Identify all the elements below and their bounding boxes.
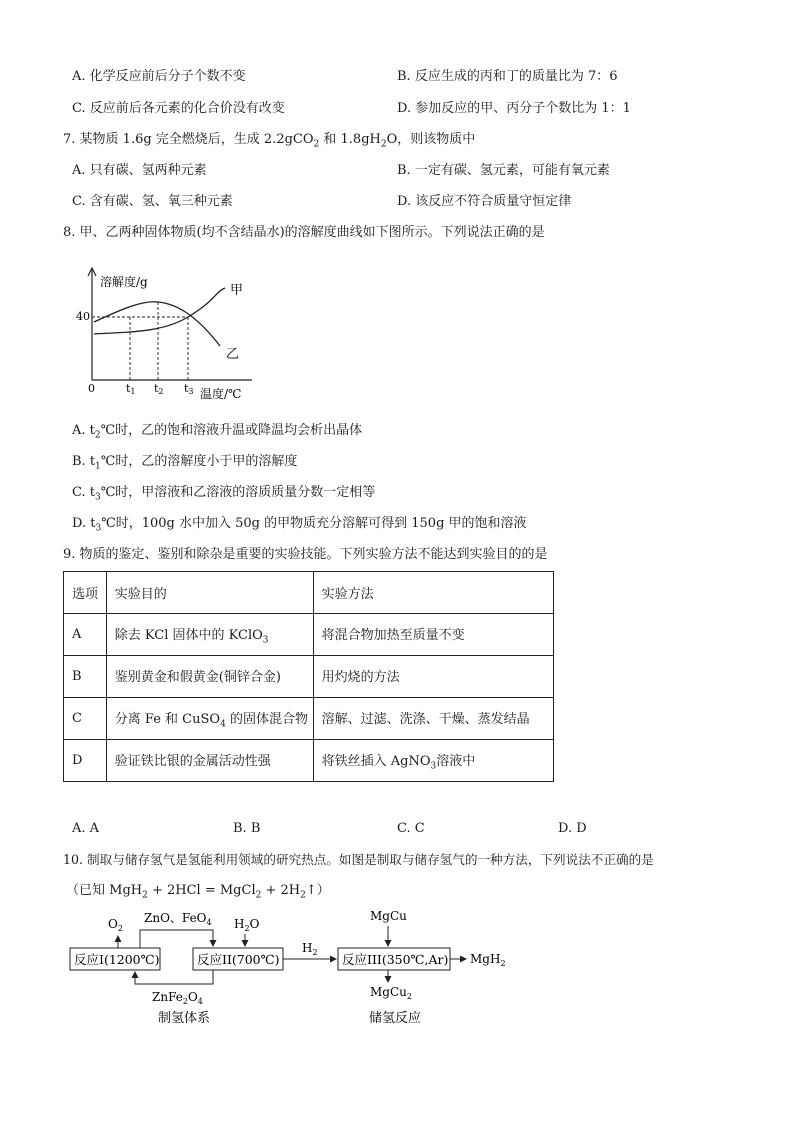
caption-hydrogen-storage: 储氢反应: [369, 1011, 422, 1026]
row-purpose: 分离 Fe 和 CuSO$_4$ 的固体混合物: [106, 698, 313, 740]
box-reaction-2-label: 反应II(700℃): [197, 952, 280, 967]
row-option: A: [64, 614, 107, 656]
hydrogen-process-diagram: [60, 906, 540, 1030]
tick-t1: t1: [126, 382, 136, 396]
table-row: [64, 656, 554, 698]
q9-answer-c: C. C: [397, 821, 425, 836]
label-mgcu: MgCu: [370, 909, 407, 923]
header-purpose: 实验目的: [106, 572, 313, 614]
q8-option-c: C. $t_3℃$时，甲溶液和乙溶液的溶质质量分数一定相等: [72, 485, 376, 503]
q7-option-c: C. 含有碳、氢、氧三种元素: [72, 194, 233, 209]
q8-option-b: B. $t_1℃$时，乙的溶解度小于甲的溶解度: [72, 454, 298, 472]
q6-option-a: A. 化学反应前后分子个数不变: [72, 69, 246, 84]
q10-note: （已知 MgH$_2$ + 2HCl = MgCl$_2$ + $2H_2↑$）: [66, 883, 330, 901]
label-jia: 甲: [230, 283, 244, 298]
caption-hydrogen-production: 制氢体系: [158, 1011, 211, 1026]
q9-answer-d: D. D: [558, 821, 587, 836]
q8-option-d: D. $t_3℃$时，100g 水中加入 50g 的甲物质充分溶解可得到 150g 甲的饱和溶液: [72, 516, 527, 534]
row-method: 用灼烧的方法: [313, 656, 553, 698]
row-purpose: 验证铁比银的金属活动性强: [106, 740, 313, 782]
q7-stem: 7. 某物质 1.6g 完全燃烧后，生成 2.2gCO$_2$ 和 $1.8gH_2O$，则该物质中: [63, 132, 476, 150]
box-reaction-3-label: 反应III(350℃,Ar): [342, 952, 449, 967]
row-method: 将铁丝插入 AgNO$_3$溶液中: [313, 740, 553, 782]
label-mgcu2: MgCu$_2$: [370, 985, 412, 1001]
q8-stem: 8. 甲、乙两种固体物质(均不含结晶水)的溶解度曲线如下图所示。下列说法正确的是: [63, 225, 545, 240]
q8-option-a: A. $t_2℃$时，乙的饱和溶液升温或降温均会析出晶体: [72, 423, 363, 441]
label-h2o: $H_2O$: [234, 917, 260, 933]
row-purpose: 除去 KCl 固体中的 KClO$_3$: [106, 614, 313, 656]
q9-answer-b: B. B: [233, 821, 261, 836]
q6-option-b: B. 反应生成的丙和丁的质量比为 7：6: [397, 69, 618, 84]
row-option: D: [64, 740, 107, 782]
row-purpose: 鉴别黄金和假黄金(铜锌合金): [106, 656, 313, 698]
solubility-curve-graph: [76, 262, 260, 402]
header-option: 选项: [64, 572, 107, 614]
row-option: C: [64, 698, 107, 740]
tick-t2: t2: [154, 382, 164, 396]
label-h2: $H_2$: [302, 941, 318, 957]
q6-option-d: D. 参加反应的甲、丙分子个数比为 1：1: [397, 101, 631, 116]
q7-option-d: D. 该反应不符合质量守恒定律: [397, 194, 572, 209]
q10-stem: 10. 制取与储存氢气是氢能利用领域的研究热点。如图是制取与储存氢气的一种方法，下列说法不正确的是: [63, 852, 654, 867]
experiment-table: [63, 571, 554, 782]
q7-option-a: A. 只有碳、氢两种元素: [72, 163, 207, 178]
label-zno-feo: ZnO、FeO$_4$: [144, 911, 212, 927]
table-header-row: [64, 572, 554, 614]
row-option: B: [64, 656, 107, 698]
label-yi: 乙: [226, 347, 240, 362]
q9-stem: 9. 物质的鉴定、鉴别和除杂是重要的实验技能。下列实验方法不能达到实验目的的是: [63, 547, 548, 562]
table-row: [64, 614, 554, 656]
table-row: [64, 698, 554, 740]
origin-label: 0: [88, 382, 95, 395]
label-mgh2: MgH$_2$: [470, 952, 506, 968]
row-method: 将混合物加热至质量不变: [313, 614, 553, 656]
q7-option-b: B. 一定有碳、氢元素，可能有氧元素: [397, 163, 610, 178]
tick-t3: t3: [184, 382, 194, 396]
y-tick-40: 40: [76, 310, 90, 323]
arrow-zno-feo: [140, 930, 213, 948]
q9-answer-a: A. A: [72, 821, 100, 836]
x-axis-label: 温度/℃: [200, 387, 242, 401]
y-axis-label: 溶解度/g: [100, 275, 148, 289]
table-row: [64, 740, 554, 782]
row-method: 溶解、过滤、洗涤、干燥、蒸发结晶: [313, 698, 553, 740]
q6-option-c: C. 反应前后各元素的化合价没有改变: [72, 101, 285, 116]
label-o2: $O_2$: [108, 917, 123, 933]
box-reaction-1-label: 反应I(1200℃): [74, 952, 160, 967]
arrow-znfe2o4: [135, 970, 213, 984]
header-method: 实验方法: [313, 572, 553, 614]
curve-jia: [94, 288, 225, 334]
label-znfe2o4: $ZnFe_2O_4$: [152, 990, 203, 1006]
